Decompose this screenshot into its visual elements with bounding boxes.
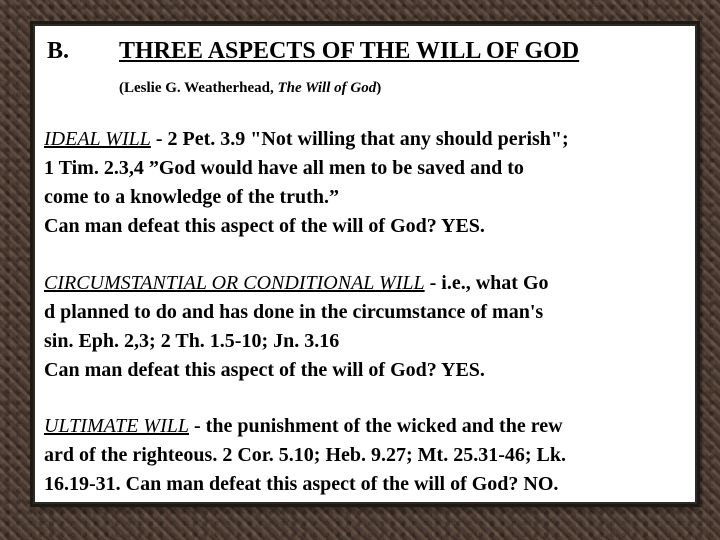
circumstantial-will-line-2: d planned to do and has done in the circumstance of man's xyxy=(44,301,544,323)
circumstantial-will-line-3: sin. Eph. 2,3; 2 Th. 1.5-10; Jn. 3.16 xyxy=(44,330,340,352)
ideal-will-term: IDEAL WILL xyxy=(44,128,151,150)
slide-title: THREE ASPECTS OF THE WILL OF GOD xyxy=(119,38,580,64)
ideal-will-line-1 xyxy=(44,125,692,154)
ultimate-will-line-1 xyxy=(44,412,692,441)
ultimate-will-section xyxy=(44,412,692,499)
ideal-will-section xyxy=(44,125,692,241)
circumstantial-will-line-1 xyxy=(44,269,692,298)
source-citation xyxy=(119,80,381,97)
section-letter: B. xyxy=(47,38,70,64)
ideal-will-line-2: 1 Tim. 2.3,4 ”God would have all men to be saved and to xyxy=(44,157,524,179)
ideal-will-line-3: come to a knowledge of the truth.” xyxy=(44,186,339,208)
ultimate-will-line-2: ard of the righteous. 2 Cor. 5.10; Heb. 9.27; Mt. 25.31-46; Lk. xyxy=(44,444,567,466)
circumstantial-will-line-1-text: - i.e., what Go xyxy=(424,272,549,294)
ultimate-will-term: ULTIMATE WILL xyxy=(44,415,189,437)
source-suffix: ) xyxy=(376,80,382,96)
ultimate-will-line-3: 16.19-31. Can man defeat this aspect of the will of God? NO. xyxy=(44,473,559,495)
slide-panel xyxy=(33,24,697,504)
source-book-title: The Will of God xyxy=(277,80,377,96)
ideal-will-question: Can man defeat this aspect of the will of God? YES. xyxy=(44,215,485,237)
circumstantial-will-question: Can man defeat this aspect of the will of God? YES. xyxy=(44,359,485,381)
ultimate-will-line-1-text: - the punishment of the wicked and the rew xyxy=(189,415,563,437)
circumstantial-will-term: CIRCUMSTANTIAL OR CONDITIONAL WILL xyxy=(44,272,425,294)
ideal-will-line-1-text: - 2 Pet. 3.9 "Not willing that any should perish"; xyxy=(150,128,569,150)
source-prefix: (Leslie G. Weatherhead, xyxy=(119,80,278,96)
circumstantial-will-section xyxy=(44,269,692,385)
